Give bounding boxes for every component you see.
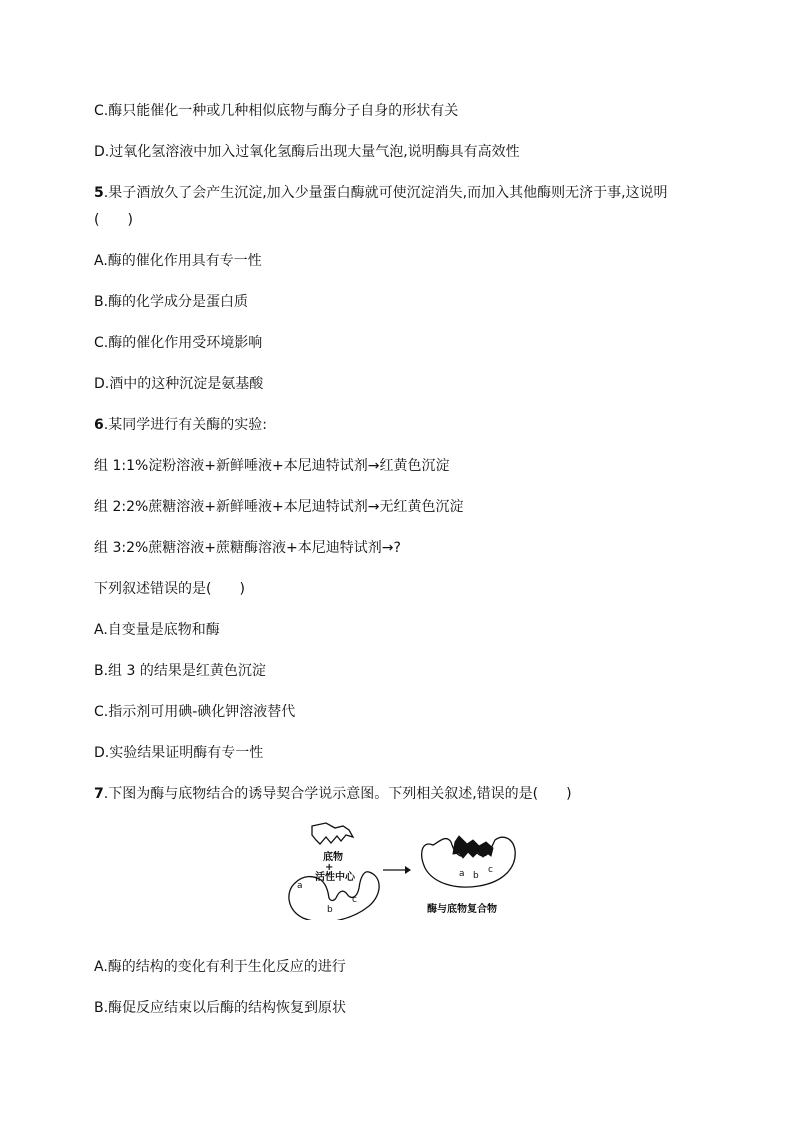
q5-option-b: B.酶的化学成分是蛋白质 bbox=[94, 294, 249, 310]
label-c-before: c bbox=[352, 895, 357, 905]
q6-question: 下列叙述错误的是( ) bbox=[94, 581, 245, 597]
q6-group-1: 组 1:1%淀粉溶液+新鲜唾液+本尼迪特试剂→红黄色沉淀 bbox=[94, 458, 450, 474]
q6-option-a: A.自变量是底物和酶 bbox=[94, 622, 220, 638]
q5-stem-text: .果子酒放久了会产生沉淀,加入少量蛋白酶就可使沉淀消失,而加入其他酶则无济于事,这说明 bbox=[103, 185, 668, 201]
q6-group-3: 组 3:2%蔗糖溶液+蔗糖酶溶液+本尼迪特试剂→? bbox=[94, 540, 401, 556]
q5-number: 5 bbox=[94, 185, 104, 201]
label-b-before: b bbox=[327, 905, 333, 915]
q5-option-d: D.酒中的这种沉淀是氨基酸 bbox=[94, 376, 264, 392]
q4-option-d: D.过氧化氢溶液中加入过氧化氢酶后出现大量气泡,说明酶具有高效性 bbox=[94, 144, 520, 160]
q7-stem bbox=[94, 785, 572, 803]
q6-stem bbox=[94, 416, 267, 434]
substrate-shape bbox=[312, 823, 353, 844]
q5-stem bbox=[94, 184, 668, 202]
label-a-after: a bbox=[459, 869, 465, 879]
label-a-before: a bbox=[297, 881, 303, 891]
reaction-arrow-head bbox=[405, 866, 411, 874]
label-b-after: b bbox=[473, 871, 479, 881]
label-complex: 酶与底物复合物 bbox=[427, 904, 497, 915]
label-c-after: c bbox=[488, 865, 493, 875]
q6-number: 6 bbox=[94, 417, 104, 433]
induced-fit-svg bbox=[283, 820, 523, 920]
induced-fit-diagram bbox=[283, 820, 523, 920]
label-plus: + bbox=[325, 862, 334, 873]
q6-option-c: C.指示剂可用碘-碘化钾溶液替代 bbox=[94, 704, 296, 720]
q6-option-d: D.实验结果证明酶有专一性 bbox=[94, 745, 264, 761]
q7-option-a: A.酶的结构的变化有利于生化反应的进行 bbox=[94, 959, 346, 975]
q5-answer-paren: ( ) bbox=[94, 212, 133, 228]
label-active-site: 活性中心 bbox=[315, 872, 355, 883]
q7-option-b: B.酶促反应结束以后酶的结构恢复到原状 bbox=[94, 1000, 347, 1016]
q6-stem-text: .某同学进行有关酶的实验: bbox=[103, 417, 267, 433]
q5-option-c: C.酶的催化作用受环境影响 bbox=[94, 335, 263, 351]
q7-stem-text: .下图为酶与底物结合的诱导契合学说示意图。下列相关叙述,错误的是( ) bbox=[103, 786, 572, 802]
label-substrate: 底物 bbox=[323, 852, 343, 863]
q7-number: 7 bbox=[94, 786, 104, 802]
q6-group-2: 组 2:2%蔗糖溶液+新鲜唾液+本尼迪特试剂→无红黄色沉淀 bbox=[94, 499, 464, 515]
q4-option-c: C.酶只能催化一种或几种相似底物与酶分子自身的形状有关 bbox=[94, 103, 459, 119]
q6-option-b: B.组 3 的结果是红黄色沉淀 bbox=[94, 663, 266, 679]
q5-option-a: A.酶的催化作用具有专一性 bbox=[94, 253, 262, 269]
